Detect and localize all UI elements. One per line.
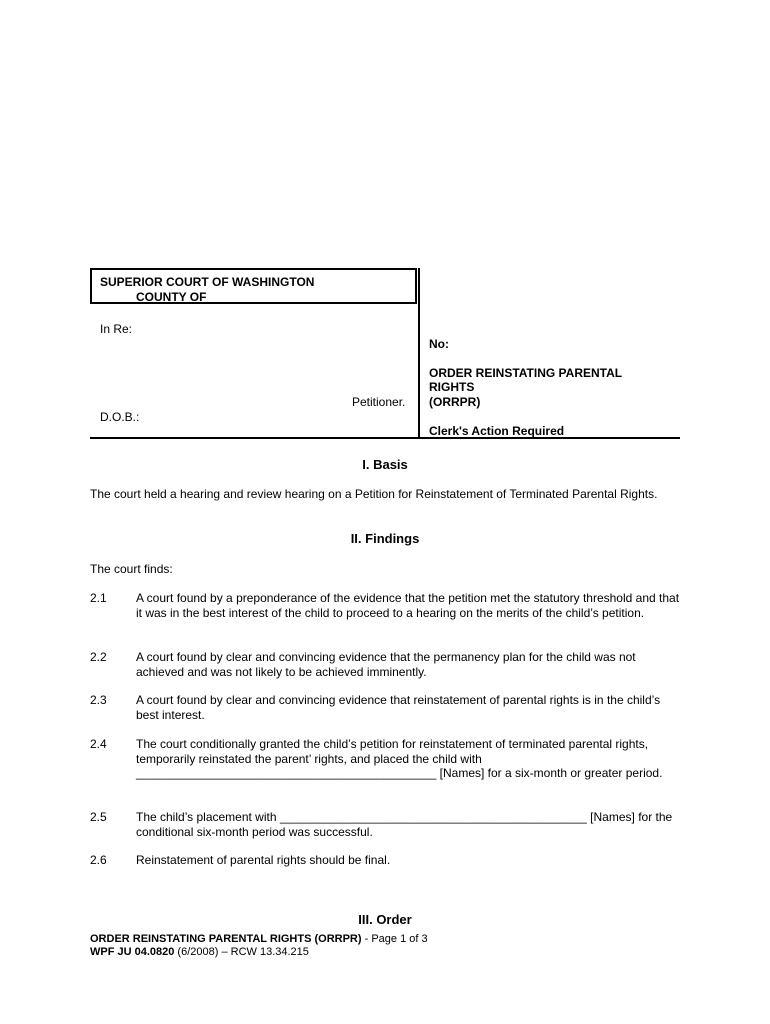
footer-form-id: WPF JU 04.0820 — [90, 946, 175, 958]
finding-text: A court found by a preponderance of the evidence that the petition met the statutory threshold and that it was in the best interest of the child to proceed to a hearing on the merits of the child’s petition. — [136, 591, 680, 620]
findings-heading: II. Findings — [350, 531, 420, 546]
order-title-line1: ORDER REINSTATING PARENTAL — [429, 366, 623, 380]
petitioner-label: Petitioner. — [352, 395, 406, 409]
order-title-code: (ORRPR) — [429, 395, 481, 409]
county-line: COUNTY OF ______________________ — [136, 290, 357, 304]
finding-number: 2.3 — [90, 693, 107, 707]
basis-heading: I. Basis — [362, 457, 408, 472]
findings-intro: The court finds: — [90, 562, 173, 576]
case-number-label: No: — [429, 337, 449, 351]
finding-text: A court found by clear and convincing evidence that the permanency plan for the child was not achieved and was not likely to be achieved imminently. — [136, 650, 636, 679]
finding-number: 2.5 — [90, 810, 107, 824]
finding-number: 2.2 — [90, 650, 107, 664]
basis-text: The court held a hearing and review hearing on a Petition for Reinstatement of Terminated Parental Rights. — [90, 487, 658, 501]
finding-number: 2.6 — [90, 853, 107, 867]
dob-label: D.O.B.: — [100, 410, 140, 424]
footer-title-line — [90, 933, 428, 945]
footer-title: ORDER REINSTATING PARENTAL RIGHTS (ORRPR) — [90, 933, 362, 945]
finding-text: The court conditionally granted the child’s petition for reinstatement of terminated parental rights, temporarily reinstated the parent’ rights, and placed the child with _____________________________________________ [Names] for a six-month or greater period. — [136, 737, 663, 780]
court-name: SUPERIOR COURT OF WASHINGTON — [100, 275, 315, 289]
order-heading: III. Order — [358, 912, 412, 927]
footer-form-rev: (6/2008) – RCW 13.34.215 — [174, 946, 309, 958]
footer-form-line — [90, 946, 309, 958]
footer-page-number: - Page 1 of 3 — [361, 933, 428, 945]
finding-number: 2.4 — [90, 737, 107, 751]
finding-text: The child’s placement with ______________________________________________ [Names] for the conditional six-month period was successful. — [136, 810, 673, 839]
in-re-label: In Re: — [100, 322, 133, 336]
clerk-action-label: Clerk's Action Required — [429, 424, 565, 438]
finding-number: 2.1 — [90, 591, 107, 605]
finding-text: Reinstatement of parental rights should be final. — [136, 853, 391, 867]
finding-text: A court found by clear and convincing evidence that reinstatement of parental rights is in the child’s best interest. — [136, 693, 661, 722]
caption-divider-vertical — [418, 268, 420, 438]
order-title-line2: RIGHTS — [429, 380, 475, 394]
court-caption-box — [90, 268, 417, 304]
caption-divider-horizontal — [90, 437, 680, 439]
